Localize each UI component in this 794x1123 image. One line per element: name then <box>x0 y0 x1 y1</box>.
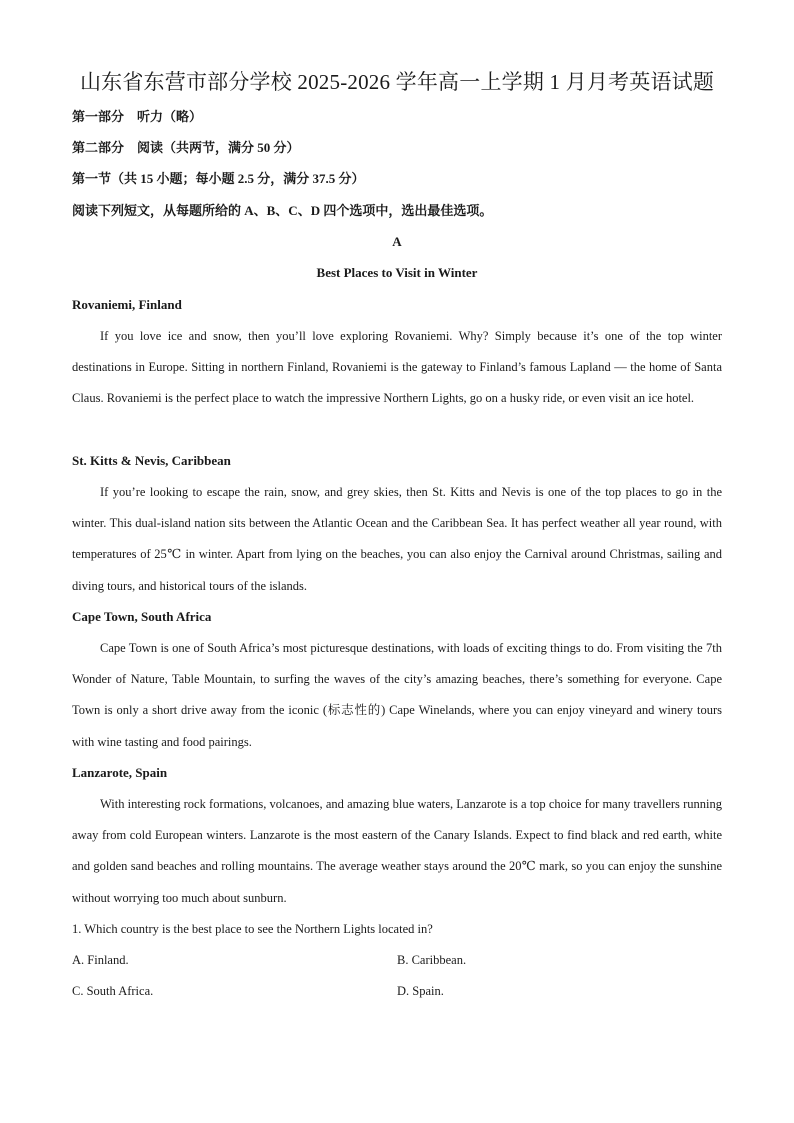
place-text-st-kitts: If you’re looking to escape the rain, snow, and grey skies, then St. Kitts and Nevis is one of the top places to go in the winter. This dual-island nation sits between the Atlantic Ocean and the Caribbean Sea. It has perfect weather all year round, with temperatures of 25℃ in winter. Apart from lying on the beaches, you can also enjoy the Carnival around Christmas, sailing and diving tours, and historical tours of the islands. <box>72 485 722 593</box>
place-text-rovaniemi: If you love ice and snow, then you’ll love exploring Rovaniemi. Why? Simply because it’s one of the top winter destinations in Europe. Sitting in northern Finland, Rovaniemi is the gateway to Finland’s famous Lapland — the home of Santa Claus. Rovaniemi is the perfect place to watch the impressive Northern Lights, go on a husky ride, or even visit an ice hotel. <box>72 329 722 406</box>
place-name-cape-town: Cape Town, South Africa <box>72 609 212 624</box>
instruction-text: 阅读下列短文，从每题所给的 A、B、C、D 四个选项中，选出最佳选项。 <box>72 203 493 218</box>
place-name-st-kitts: St. Kitts & Nevis, Caribbean <box>72 453 231 468</box>
part1-heading: 第一部分 听力（略） <box>72 109 203 124</box>
place-name-rovaniemi: Rovaniemi, Finland <box>72 297 182 312</box>
passage-label: A <box>392 234 402 249</box>
option-d: D. Spain. <box>397 984 444 998</box>
option-b: B. Caribbean. <box>397 953 467 967</box>
page-title: 山东省东营市部分学校 2025-2026 学年高一上学期 1 月月考英语试题 <box>79 70 715 94</box>
option-a: A. Finland. <box>72 953 129 967</box>
passage-heading: Best Places to Visit in Winter <box>316 265 478 280</box>
place-text-cape-town: Cape Town is one of South Africa’s most picturesque destinations, with loads of exciting things to do. From visiting the 7th Wonder of Nature, Table Mountain, to surfing the waves of the city’s amazing beaches, there’s something for everyone. Cape Town is only a short drive away from the iconic (标志性的) Cape Winelands, where you can enjoy vineyard and winery tours with wine tasting and food pairings. <box>72 641 722 749</box>
section1-heading: 第一节（共 15 小题；每小题 2.5 分，满分 37.5 分） <box>72 171 365 186</box>
option-c: C. South Africa. <box>72 984 154 998</box>
place-text-lanzarote: With interesting rock formations, volcanoes, and amazing blue waters, Lanzarote is a top choice for many travellers running away from cold European winters. Lanzarote is the most eastern of the Canary Islands. Expect to find black and red earth, white and golden sand beaches and rolling mountains. The average weather stays around the 20℃ mark, so you can enjoy the sunshine without worrying too much about sunburn. <box>72 797 722 905</box>
place-name-lanzarote: Lanzarote, Spain <box>72 765 168 780</box>
question-stem: 1. Which country is the best place to see the Northern Lights located in? <box>72 922 433 936</box>
part2-heading: 第二部分 阅读（共两节，满分 50 分） <box>72 140 300 155</box>
